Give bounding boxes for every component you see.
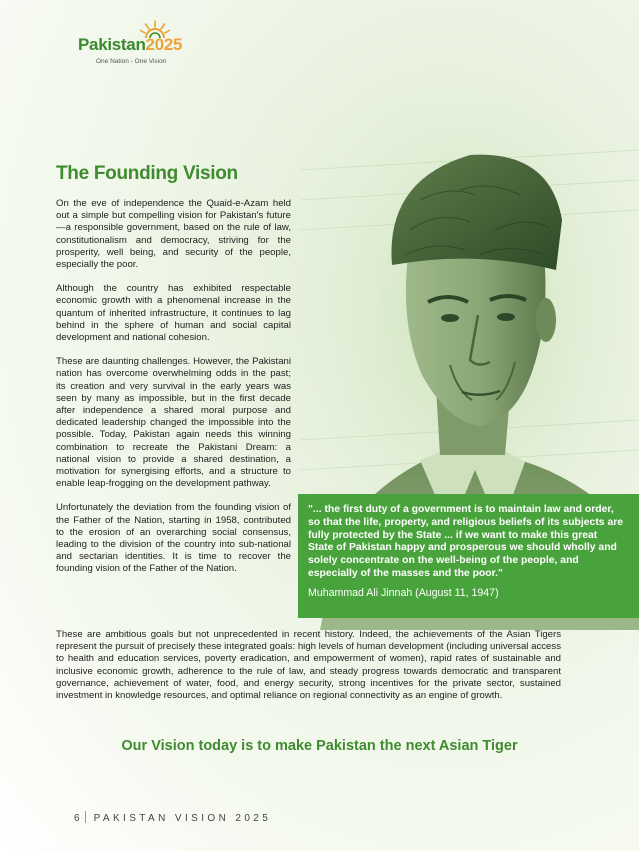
logo-word-2025: 2025	[145, 35, 183, 54]
vision-statement: Our Vision today is to make Pakistan the next Asian Tiger	[121, 738, 518, 754]
page-number: 6	[74, 813, 80, 824]
paragraph-asian-tigers: These are ambitious goals but not unprecedented in recent history. Indeed, the achievements of the Asian Tigers represent the pursuit of precisely these integrated goals: high levels of human development (including universal access to health and education services, poverty eradication, and empowerment of women), rapid rates of sustainable and inclusive economic growth, adherence to the rule of law, and steady progress towards democratic and transparent governance, achievement of water, food, and energy security, strong incentives for the private sector, sustained investment in knowledge resources, and optimal reliance on regional connectivity as an engine of growth.	[56, 629, 561, 702]
paragraph-founding-vision: On the eve of independence the Quaid-e-Azam held out a simple but compelling vision for Pakistan's future—a responsible government, based on the rule of law, constitutionalism and democracy, striving for the prosperity, well being, and security of the people, especially the poor.	[56, 198, 291, 271]
footer-divider	[85, 811, 86, 823]
logo-wordmark	[78, 35, 182, 55]
page-footer	[74, 811, 271, 824]
section-title: The Founding Vision	[56, 163, 238, 184]
paragraph-challenges: These are daunting challenges. However, the Pakistani nation has overcome overwhelming odds in the past; its creation and very survival in the early years was seen by many as impossible, but in the first decade after independence a shared moral purpose and dedicated leadership changed the impossible into the possible. Today, Pakistan again needs this winning combination to recreate the Pakistani Dream: a national vision to provide a shared destination, a motivation for synergising efforts, and a structure to enable leap-frogging on the development pathway.	[56, 356, 291, 490]
paragraph-economic-growth: Although the country has exhibited respectable economic growth with a phenomenal increase in the quantum of inherited infrastructure, it continues to lag behind in the sphere of human and social capital development and national cohesion.	[56, 283, 291, 344]
logo-tagline: One Nation - One Vision	[96, 58, 167, 65]
pakistan-2025-logo	[78, 20, 188, 70]
quote-attribution: Muhammad Ali Jinnah (August 11, 1947)	[308, 586, 499, 599]
quote-text: "... the first duty of a government is to maintain law and order, so that the life, property, and religious beliefs of its subjects are fully protected by the State ... if we want to make this great State of Pakistan happy and prosperous we should wholly and solely concentrate on the well-being of the people, and especially of the masses and the poor."	[308, 504, 624, 579]
left-column-text	[56, 198, 291, 576]
paragraph-deviation: Unfortunately the deviation from the founding vision of the Father of the Nation, starting in 1958, contributed to the erosion of an overarching social consensus, leading to the division of the country into sub-national and sectarian identities. It is time to recover the founding vision of the Father of the Nation.	[56, 502, 291, 575]
logo-word-pakistan: Pakistan	[78, 35, 146, 54]
publication-title: PAKISTAN VISION 2025	[93, 813, 272, 824]
quote-box	[298, 494, 639, 618]
